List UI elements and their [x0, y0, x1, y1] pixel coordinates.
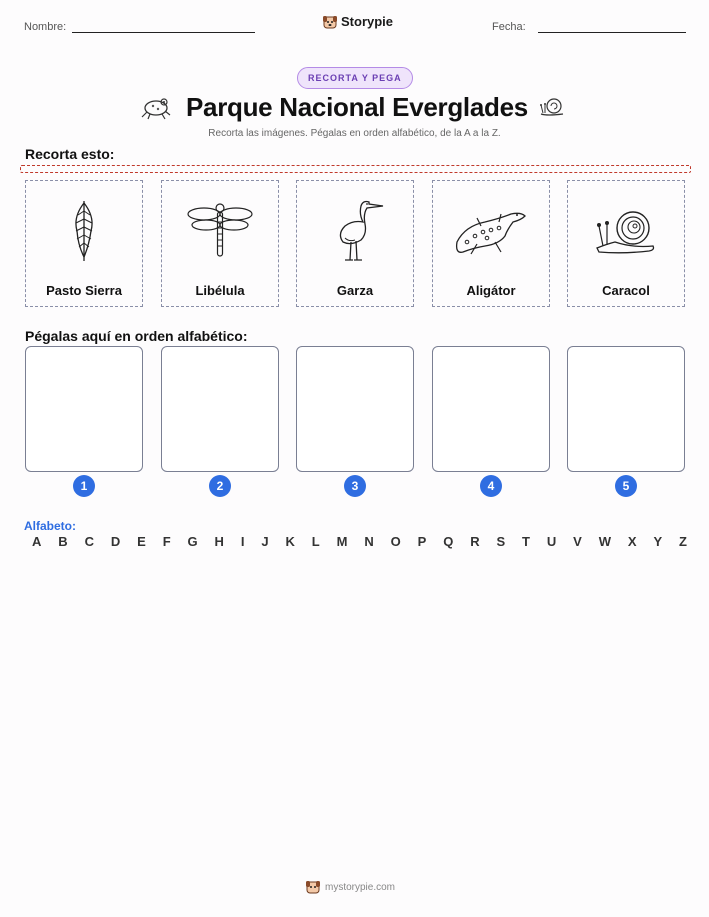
slot-number: 1: [73, 475, 95, 497]
alphabet-letter: U: [546, 534, 557, 549]
alphabet-letter: A: [32, 534, 42, 549]
cut-card[interactable]: [432, 180, 550, 307]
alphabet-letter: C: [84, 534, 94, 549]
dog-logo-icon: [306, 880, 320, 894]
alphabet-letter: H: [214, 534, 224, 549]
cut-line: [20, 165, 691, 173]
card-label: Caracol: [602, 283, 650, 298]
alphabet-letter: N: [364, 534, 374, 549]
alphabet-letter: R: [470, 534, 480, 549]
alphabet-letter: X: [627, 534, 637, 549]
paste-slot[interactable]: [567, 346, 685, 472]
name-line: [72, 32, 255, 33]
footer: [306, 880, 395, 894]
alphabet-letter: Q: [443, 534, 454, 549]
slot-number: 5: [615, 475, 637, 497]
alphabet-letter: L: [311, 534, 320, 549]
alphabet-letter: P: [417, 534, 427, 549]
dog-logo-icon: [323, 15, 337, 29]
alphabet-letter: Y: [653, 534, 663, 549]
alligator-icon: [451, 200, 531, 260]
cut-card[interactable]: [296, 180, 414, 307]
slot-number: 4: [480, 475, 502, 497]
activity-badge: RECORTA Y PEGA: [297, 67, 413, 89]
brand-name: Storypie: [341, 14, 394, 29]
alphabet-letter: G: [187, 534, 198, 549]
alphabet-letter: T: [522, 534, 530, 549]
page-title: Parque Nacional Everglades: [186, 92, 528, 122]
alphabet-letter: I: [240, 534, 245, 549]
slot-number: 3: [344, 475, 366, 497]
heron-icon: [323, 194, 387, 266]
paste-slot[interactable]: [432, 346, 550, 472]
card-label: Garza: [336, 283, 374, 298]
card-label: Aligátor: [466, 283, 516, 298]
cut-card[interactable]: [567, 180, 685, 307]
alphabet-heading: Alfabeto:: [24, 519, 76, 533]
alphabet-letter: M: [336, 534, 348, 549]
alphabet-letter: E: [137, 534, 146, 549]
alphabet-letter: F: [162, 534, 171, 549]
card-label: Libélula: [195, 283, 245, 298]
name-label: Nombre:: [24, 21, 67, 33]
alphabet-letter: K: [285, 534, 295, 549]
paste-heading: Pégalas aquí en orden alfabético:: [25, 328, 248, 344]
alphabet-letter: S: [496, 534, 506, 549]
paste-slot[interactable]: [296, 346, 414, 472]
instructions: Recorta las imágenes. Pégalas en orden alfabético, de la A a la Z.: [208, 128, 501, 139]
sawgrass-icon: [69, 197, 99, 263]
cut-heading: Recorta esto:: [25, 146, 115, 162]
snail-icon: [593, 204, 659, 256]
alphabet-letter: O: [390, 534, 401, 549]
paste-slot[interactable]: [161, 346, 279, 472]
alphabet-letter: V: [573, 534, 582, 549]
brand-logo: [323, 14, 393, 29]
slot-number: 2: [209, 475, 231, 497]
date-label: Fecha:: [492, 21, 526, 33]
alphabet-letter: Z: [679, 534, 687, 549]
frog-icon: [139, 93, 173, 126]
alphabet-letter: W: [598, 534, 612, 549]
alphabet-row: [32, 534, 687, 549]
cut-card[interactable]: [161, 180, 279, 307]
paste-slot[interactable]: [25, 346, 143, 472]
date-line: [538, 32, 686, 33]
alphabet-letter: J: [261, 534, 269, 549]
footer-url[interactable]: mystorypie.com: [325, 881, 396, 893]
dragonfly-icon: [184, 200, 256, 260]
alphabet-letter: B: [58, 534, 68, 549]
small-snail-icon: [537, 95, 567, 124]
alphabet-letter: D: [110, 534, 121, 549]
cut-card[interactable]: [25, 180, 143, 307]
card-label: Pasto Sierra: [46, 283, 122, 298]
